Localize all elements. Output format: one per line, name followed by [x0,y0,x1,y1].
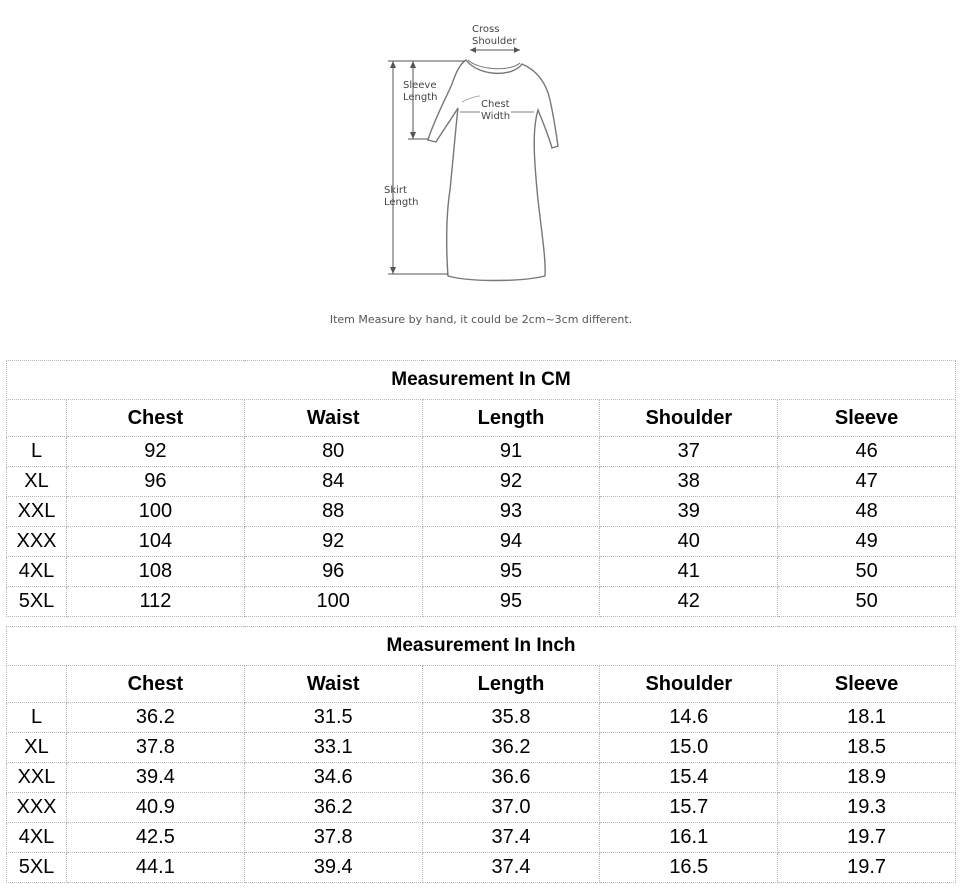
cross-shoulder-line2: Shoulder [472,36,517,47]
inch-cell-size: XXX [7,793,67,823]
inch-header-waist: Waist [244,666,422,703]
cm-cell-chest: 92 [67,437,245,467]
cm-table-body [7,437,956,617]
cm-table-row [7,587,956,617]
cm-cell-sleeve: 50 [778,557,956,587]
inch-header-chest: Chest [67,666,245,703]
inch-cell-shoulder: 15.0 [600,733,778,763]
chest-width-label [480,99,511,123]
cm-cell-chest: 108 [67,557,245,587]
cm-cell-sleeve: 46 [778,437,956,467]
inch-cell-shoulder: 14.6 [600,703,778,733]
cross-shoulder-line1: Cross [472,24,500,35]
cm-cell-length: 95 [422,557,600,587]
cm-cell-length: 94 [422,527,600,557]
inch-cell-chest: 42.5 [67,823,245,853]
inch-cell-shoulder: 15.7 [600,793,778,823]
cm-header-row [7,400,956,437]
dress-diagram [0,0,962,340]
measure-note: Item Measure by hand, it could be 2cm~3cm different. [329,313,633,326]
inch-table-title: Measurement In Inch [7,627,956,666]
inch-cell-sleeve: 18.5 [778,733,956,763]
inch-cell-waist: 34.6 [244,763,422,793]
inch-cell-waist: 36.2 [244,793,422,823]
inch-cell-size: XXL [7,763,67,793]
inch-table-row [7,733,956,763]
inch-cell-shoulder: 15.4 [600,763,778,793]
inch-table-row [7,823,956,853]
cm-cell-size: 5XL [7,587,67,617]
cm-cell-shoulder: 37 [600,437,778,467]
inch-cell-chest: 36.2 [67,703,245,733]
cm-table-row [7,497,956,527]
inch-cell-chest: 44.1 [67,853,245,883]
inch-cell-length: 36.6 [422,763,600,793]
cm-cell-sleeve: 48 [778,497,956,527]
cm-header-waist: Waist [244,400,422,437]
inch-cell-length: 37.4 [422,853,600,883]
inch-cell-sleeve: 19.7 [778,823,956,853]
inch-header-length: Length [422,666,600,703]
skirt-length-label [384,185,419,209]
cm-table-row [7,467,956,497]
chest-width-line2: Width [481,111,511,122]
cm-cell-size: XXX [7,527,67,557]
inch-table-row [7,763,956,793]
inch-cell-waist: 39.4 [244,853,422,883]
skirt-length-line1: Skirt [384,185,407,196]
cm-cell-waist: 96 [244,557,422,587]
inch-table-body [7,703,956,883]
cm-header-length: Length [422,400,600,437]
inch-cell-shoulder: 16.5 [600,853,778,883]
inch-size-table [6,626,956,883]
sleeve-length-line2: Length [403,92,438,103]
inch-cell-size: XL [7,733,67,763]
inch-cell-chest: 37.8 [67,733,245,763]
chest-width-line1: Chest [481,99,510,110]
inch-cell-waist: 37.8 [244,823,422,853]
inch-cell-sleeve: 19.7 [778,853,956,883]
inch-cell-length: 37.4 [422,823,600,853]
cm-table-row [7,437,956,467]
cm-cell-sleeve: 47 [778,467,956,497]
cm-cell-length: 93 [422,497,600,527]
sleeve-length-line1: Sleeve [403,80,437,91]
inch-cell-length: 37.0 [422,793,600,823]
inch-header-row [7,666,956,703]
cm-cell-shoulder: 38 [600,467,778,497]
cm-size-table [6,360,956,617]
cm-table-row [7,557,956,587]
cm-header-shoulder: Shoulder [600,400,778,437]
cm-header-size [7,400,67,437]
inch-header-shoulder: Shoulder [600,666,778,703]
inch-cell-length: 36.2 [422,733,600,763]
cm-cell-shoulder: 39 [600,497,778,527]
cm-cell-length: 92 [422,467,600,497]
dress-outline-illustration [0,0,962,340]
cm-cell-size: 4XL [7,557,67,587]
inch-cell-waist: 33.1 [244,733,422,763]
cm-cell-chest: 112 [67,587,245,617]
inch-cell-sleeve: 19.3 [778,793,956,823]
inch-cell-size: L [7,703,67,733]
cm-cell-size: L [7,437,67,467]
inch-cell-waist: 31.5 [244,703,422,733]
cm-cell-size: XXL [7,497,67,527]
cm-cell-chest: 96 [67,467,245,497]
cm-table-title: Measurement In CM [7,361,956,400]
inch-cell-shoulder: 16.1 [600,823,778,853]
cm-cell-size: XL [7,467,67,497]
inch-cell-sleeve: 18.9 [778,763,956,793]
cm-table-row [7,527,956,557]
cm-cell-shoulder: 41 [600,557,778,587]
inch-cell-chest: 39.4 [67,763,245,793]
cm-cell-shoulder: 40 [600,527,778,557]
inch-table-row [7,703,956,733]
inch-header-size [7,666,67,703]
inch-cell-chest: 40.9 [67,793,245,823]
skirt-length-line2: Length [384,197,419,208]
inch-cell-sleeve: 18.1 [778,703,956,733]
sleeve-length-label [403,80,438,104]
cm-cell-sleeve: 49 [778,527,956,557]
cm-cell-waist: 88 [244,497,422,527]
cm-cell-waist: 92 [244,527,422,557]
cm-cell-waist: 84 [244,467,422,497]
cm-cell-length: 95 [422,587,600,617]
inch-table-row [7,793,956,823]
inch-cell-size: 5XL [7,853,67,883]
cm-cell-chest: 104 [67,527,245,557]
cm-header-sleeve: Sleeve [778,400,956,437]
cm-cell-waist: 80 [244,437,422,467]
cm-cell-sleeve: 50 [778,587,956,617]
cm-cell-waist: 100 [244,587,422,617]
cm-cell-shoulder: 42 [600,587,778,617]
cross-shoulder-label [472,24,517,48]
inch-cell-length: 35.8 [422,703,600,733]
cm-cell-length: 91 [422,437,600,467]
inch-cell-size: 4XL [7,823,67,853]
inch-table-row [7,853,956,883]
cm-cell-chest: 100 [67,497,245,527]
cm-header-chest: Chest [67,400,245,437]
inch-header-sleeve: Sleeve [778,666,956,703]
